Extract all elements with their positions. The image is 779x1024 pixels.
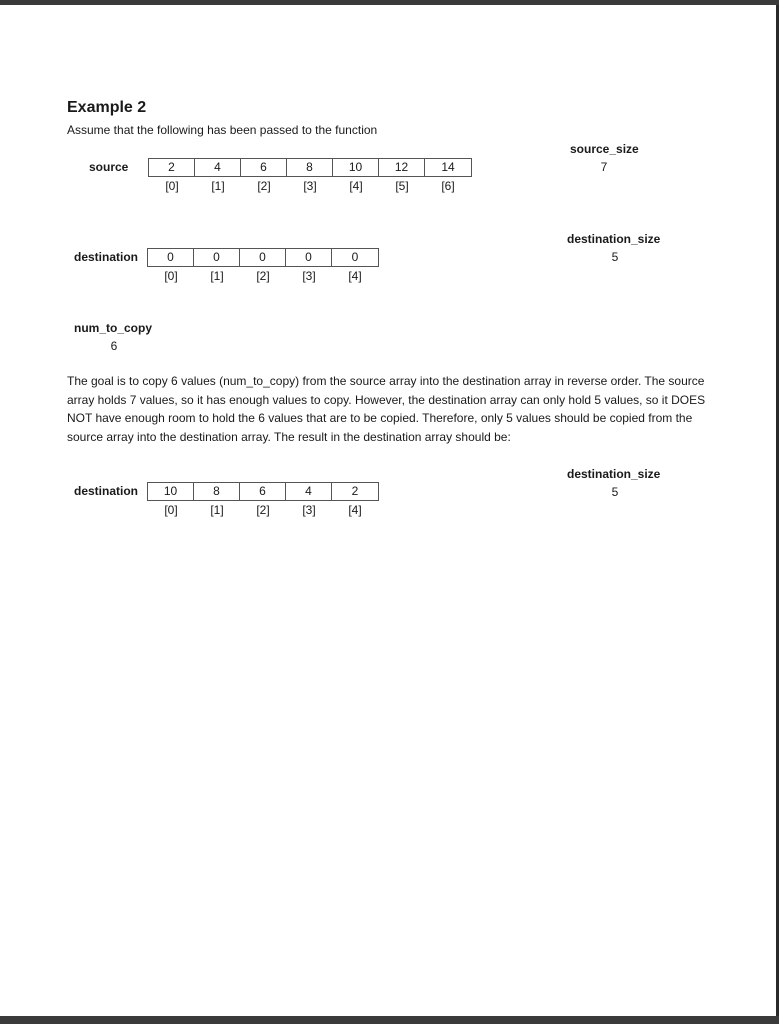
- destination-initial-indices: [148, 269, 378, 283]
- array-cell: 2: [149, 159, 195, 176]
- destination-size-value: 5: [611, 250, 619, 264]
- destination-result-size-value: 5: [611, 485, 619, 499]
- array-index: [5]: [395, 179, 409, 193]
- window-top-border: [0, 0, 779, 5]
- array-cell: 10: [148, 483, 194, 500]
- array-cell: 10: [333, 159, 379, 176]
- source-array: [148, 158, 472, 177]
- array-cell: 6: [241, 159, 287, 176]
- array-index: [6]: [441, 179, 455, 193]
- destination-size-label: destination_size: [567, 232, 661, 246]
- array-index: [3]: [303, 179, 317, 193]
- destination-label: destination: [74, 250, 139, 264]
- array-cell: 12: [379, 159, 425, 176]
- destination-array-initial: [147, 248, 379, 267]
- array-index: [1]: [210, 269, 224, 283]
- array-index: [3]: [302, 269, 316, 283]
- array-cell: 0: [286, 249, 332, 266]
- array-index: [0]: [164, 269, 178, 283]
- array-cell: 0: [240, 249, 286, 266]
- array-cell: 0: [148, 249, 194, 266]
- source-size-value: 7: [600, 160, 608, 174]
- source-size-label: source_size: [570, 142, 639, 156]
- num-to-copy-label: num_to_copy: [74, 321, 153, 335]
- array-index: [4]: [348, 269, 362, 283]
- destination-result-size-label: destination_size: [567, 467, 661, 481]
- array-cell: 8: [287, 159, 333, 176]
- array-cell: 0: [194, 249, 240, 266]
- intro-text: Assume that the following has been passed to the function: [67, 123, 378, 137]
- array-index: [4]: [348, 503, 362, 517]
- destination-array-result: [147, 482, 379, 501]
- array-cell: 6: [240, 483, 286, 500]
- window-bottom-border: [0, 1016, 779, 1024]
- array-index: [3]: [302, 503, 316, 517]
- array-index: [2]: [256, 503, 270, 517]
- array-index: [0]: [164, 503, 178, 517]
- array-cell: 0: [351, 250, 359, 264]
- example-title: Example 2: [67, 99, 147, 116]
- array-cell: 4: [195, 159, 241, 176]
- array-index: [2]: [257, 179, 271, 193]
- explanation-paragraph: The goal is to copy 6 values (num_to_copy) from the source array into the destination array in reverse order. The source array holds 7 values, so it has enough values to copy. However, the destination array can only hold 5 values, so it DOES NOT have enough room to hold the 6 values that are to be copied. Therefore, only 5 values should be copied from the source array into the destination array. The result in the destination array should be:: [67, 374, 706, 445]
- array-index: [1]: [211, 179, 225, 193]
- source-label: source: [89, 160, 129, 174]
- destination-result-indices: [148, 503, 378, 517]
- destination-result-label: destination: [74, 484, 139, 498]
- array-index: [4]: [349, 179, 363, 193]
- array-index: [1]: [210, 503, 224, 517]
- array-cell: 8: [194, 483, 240, 500]
- array-cell: 2: [351, 484, 359, 498]
- num-to-copy-value: 6: [110, 339, 118, 353]
- array-index: [2]: [256, 269, 270, 283]
- array-cell: 14: [441, 160, 455, 174]
- source-indices: [149, 179, 471, 193]
- array-index: [0]: [165, 179, 179, 193]
- array-cell: 4: [286, 483, 332, 500]
